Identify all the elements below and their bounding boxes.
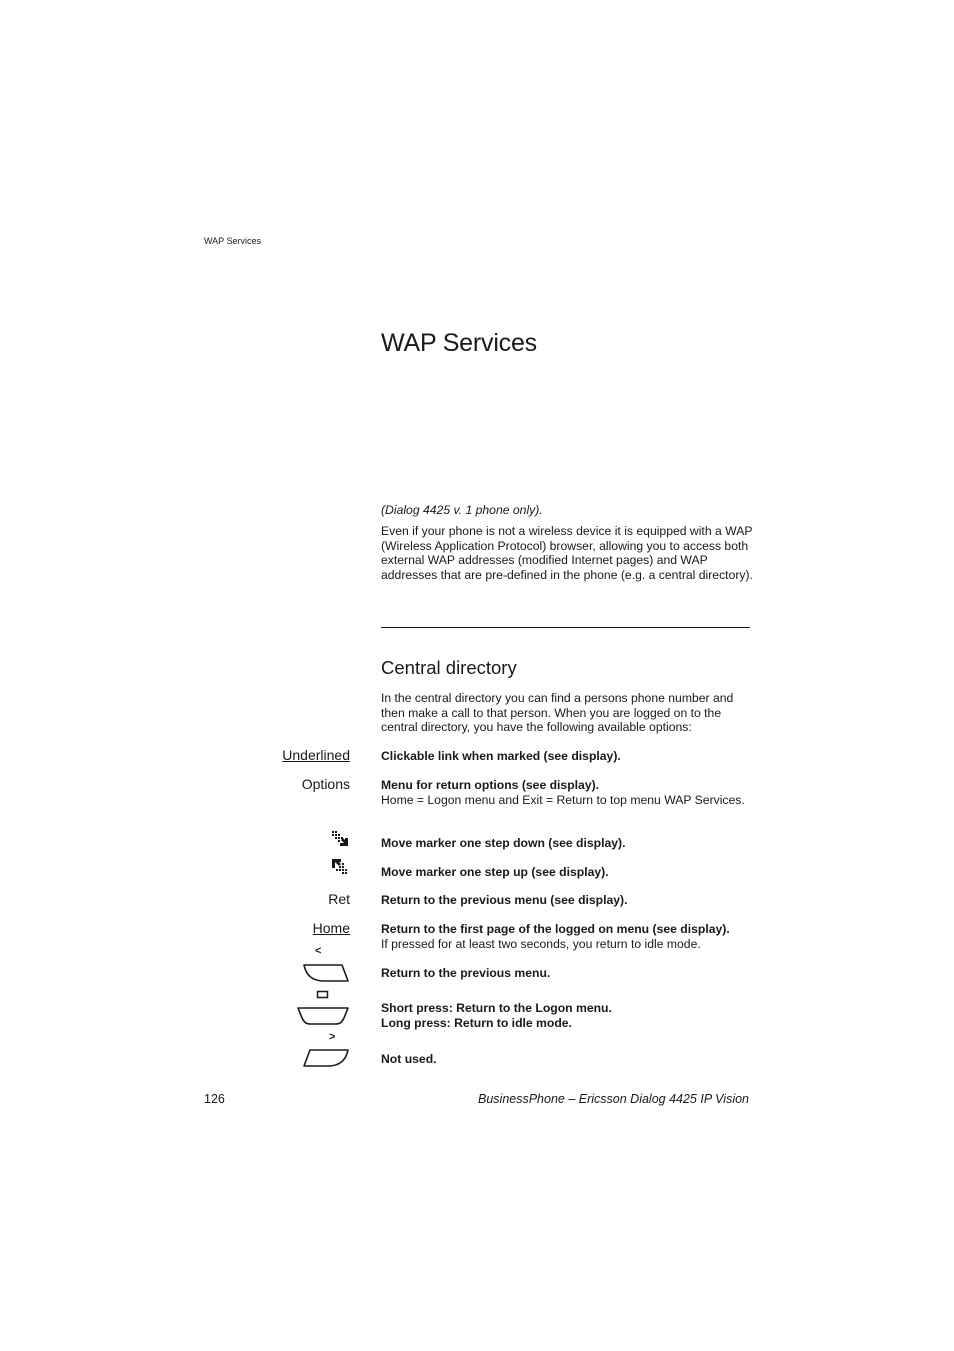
- intro-note: (Dialog 4425 v. 1 phone only).: [381, 503, 543, 517]
- left-arrow-glyph: <: [315, 945, 322, 957]
- option-title: Menu for return options (see display).: [381, 778, 600, 792]
- marker-down-icon: [331, 830, 349, 847]
- section-paragraph: In the central directory you can find a persons phone number and then make a call to that person. When you are logged on to the central directory, you have the following available options:: [381, 691, 734, 735]
- marker-up-icon: [331, 858, 349, 876]
- option-title: Return to the previous menu (see display).: [381, 893, 628, 907]
- option-description-home: [381, 922, 753, 951]
- option-title: Move marker one step down (see display).: [381, 836, 626, 850]
- right-arrow-glyph: >: [329, 1031, 336, 1043]
- section-divider: [381, 627, 750, 628]
- middle-softkey-icon: [296, 1006, 350, 1026]
- label-ret: Ret: [328, 891, 350, 907]
- option-description-right-softkey: [381, 1052, 753, 1067]
- running-header: WAP Services: [204, 236, 262, 246]
- option-title: Clickable link when marked (see display).: [381, 749, 621, 763]
- option-description-underlined: [381, 749, 753, 764]
- intro-paragraph: Even if your phone is not a wireless device it is equipped with a WAP (Wireless Application Protocol) browser, allowing you to access both external WAP addresses (modified Internet pages) and WAP addresses that are pre-defined in the phone (e.g. a central directory).: [381, 524, 753, 582]
- section-title: Central directory: [381, 657, 517, 678]
- label-underlined: Underlined: [282, 747, 350, 763]
- option-description-marker-down: [381, 836, 753, 851]
- page-title: WAP Services: [381, 329, 537, 357]
- option-description-ret: [381, 893, 753, 908]
- option-description-middle-softkey: [381, 1001, 753, 1030]
- option-title: Short press: Return to the Logon menu.: [381, 1001, 612, 1015]
- footer-title: BusinessPhone – Ericsson Dialog 4425 IP Vision: [478, 1092, 749, 1106]
- option-title: Move marker one step up (see display).: [381, 865, 609, 879]
- right-softkey-icon: [302, 1048, 350, 1068]
- square-marker-icon: [316, 990, 330, 1000]
- option-description-options: [381, 778, 753, 807]
- option-title-secondary: Long press: Return to idle mode.: [381, 1015, 572, 1030]
- page-number: 126: [204, 1092, 225, 1106]
- label-options: Options: [301, 776, 350, 792]
- left-softkey-icon: [302, 963, 350, 983]
- option-description-marker-up: [381, 865, 753, 880]
- label-home: Home: [312, 920, 350, 936]
- option-description-left-softkey: [381, 966, 753, 981]
- option-detail: If pressed for at least two seconds, you return to idle mode.: [381, 936, 701, 951]
- option-title: Return to the previous menu.: [381, 966, 551, 980]
- option-title: Not used.: [381, 1052, 437, 1066]
- option-title: Return to the first page of the logged on menu (see display).: [381, 922, 730, 936]
- option-detail: Home = Logon menu and Exit = Return to top menu WAP Services.: [381, 792, 745, 807]
